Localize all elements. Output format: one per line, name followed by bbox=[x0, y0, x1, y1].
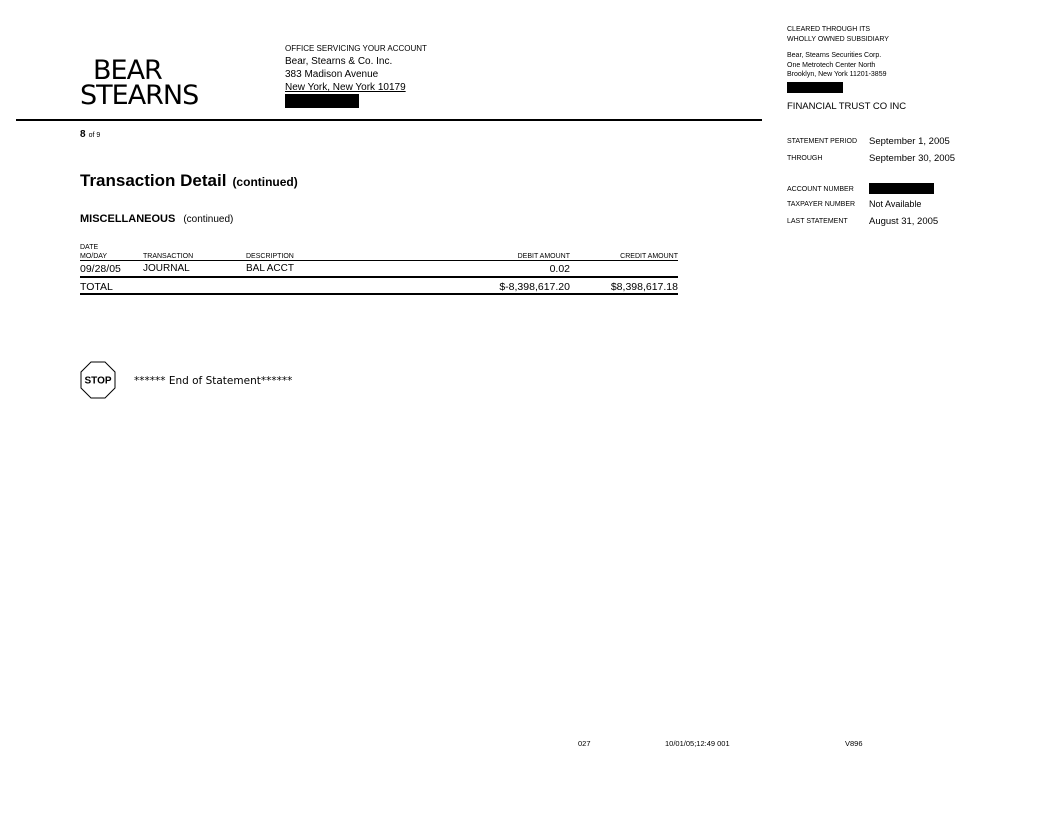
page-current: 8 bbox=[80, 129, 86, 140]
redaction-bar bbox=[787, 82, 843, 93]
page-title bbox=[80, 171, 298, 191]
last-statement-value: August 31, 2005 bbox=[869, 216, 939, 227]
taxpayer-value: Not Available bbox=[869, 199, 922, 209]
table-header-rule bbox=[80, 260, 678, 261]
clearing-name: Bear, Stearns Securities Corp. bbox=[787, 52, 882, 59]
through-label: THROUGH bbox=[787, 155, 823, 162]
office-street: 383 Madison Avenue bbox=[285, 69, 379, 80]
col-header-date: MO/DAY bbox=[80, 253, 108, 260]
page-total: of 9 bbox=[88, 132, 101, 139]
total-label: TOTAL bbox=[80, 281, 113, 293]
row-date: 09/28/05 bbox=[80, 263, 121, 275]
clearing-heading-2: WHOLLY OWNED SUBSIDIARY bbox=[787, 35, 889, 43]
title-main: Transaction Detail bbox=[80, 171, 227, 190]
clearing-city: Brooklyn, New York 11201-3859 bbox=[787, 71, 887, 78]
redaction-bar bbox=[285, 94, 359, 108]
col-header-date-top: DATE bbox=[80, 244, 99, 251]
stop-sign-text: STOP bbox=[84, 375, 112, 387]
row-debit: 0.02 bbox=[549, 263, 570, 275]
col-header-description: DESCRIPTION bbox=[246, 253, 294, 260]
clearing-street: One Metrotech Center North bbox=[787, 61, 876, 69]
account-number-label: ACCOUNT NUMBER bbox=[787, 186, 854, 193]
total-credit: $8,398,617.18 bbox=[610, 281, 678, 293]
end-of-statement: ****** End of Statement****** bbox=[134, 375, 293, 387]
col-header-debit: DEBIT AMOUNT bbox=[517, 253, 570, 260]
section-heading bbox=[80, 213, 233, 225]
footer-code-2: V896 bbox=[845, 739, 863, 748]
office-address-block bbox=[285, 43, 427, 111]
taxpayer-label: TAXPAYER NUMBER bbox=[787, 201, 856, 208]
total-top-rule bbox=[80, 276, 678, 278]
row-transaction: JOURNAL bbox=[143, 263, 190, 274]
footer-timestamp: 10/01/05;12:49 001 bbox=[665, 739, 730, 748]
office-heading: OFFICE SERVICING YOUR ACCOUNT bbox=[285, 44, 427, 53]
logo-line-2: STEARNS bbox=[80, 80, 199, 111]
clearing-heading-1: CLEARED THROUGH ITS bbox=[787, 26, 871, 33]
footer-code-1: 027 bbox=[578, 739, 591, 748]
total-debit: $-8,398,617.20 bbox=[499, 281, 570, 293]
stop-sign-icon bbox=[80, 361, 116, 399]
section-name: MISCELLANEOUS bbox=[80, 213, 176, 225]
period-label: STATEMENT PERIOD bbox=[787, 138, 858, 145]
bear-stearns-logo bbox=[80, 55, 199, 111]
office-city: New York, New York 10179 bbox=[285, 82, 406, 93]
account-name: FINANCIAL TRUST CO INC bbox=[787, 101, 907, 112]
title-continued: (continued) bbox=[232, 175, 298, 189]
page-number bbox=[80, 129, 100, 140]
through-value: September 30, 2005 bbox=[869, 153, 956, 164]
total-bottom-rule bbox=[80, 293, 678, 295]
logo-line-1: BEAR bbox=[93, 55, 162, 86]
col-header-transaction: TRANSACTION bbox=[143, 253, 194, 260]
office-name: Bear, Stearns & Co. Inc. bbox=[285, 56, 393, 67]
account-number-redaction bbox=[869, 183, 934, 194]
clearing-block bbox=[787, 25, 889, 96]
row-description: BAL ACCT bbox=[246, 263, 294, 274]
last-statement-label: LAST STATEMENT bbox=[787, 218, 848, 225]
col-header-credit: CREDIT AMOUNT bbox=[620, 253, 678, 260]
section-continued: (continued) bbox=[183, 214, 234, 225]
period-value: September 1, 2005 bbox=[869, 136, 950, 147]
header-divider bbox=[16, 119, 762, 121]
